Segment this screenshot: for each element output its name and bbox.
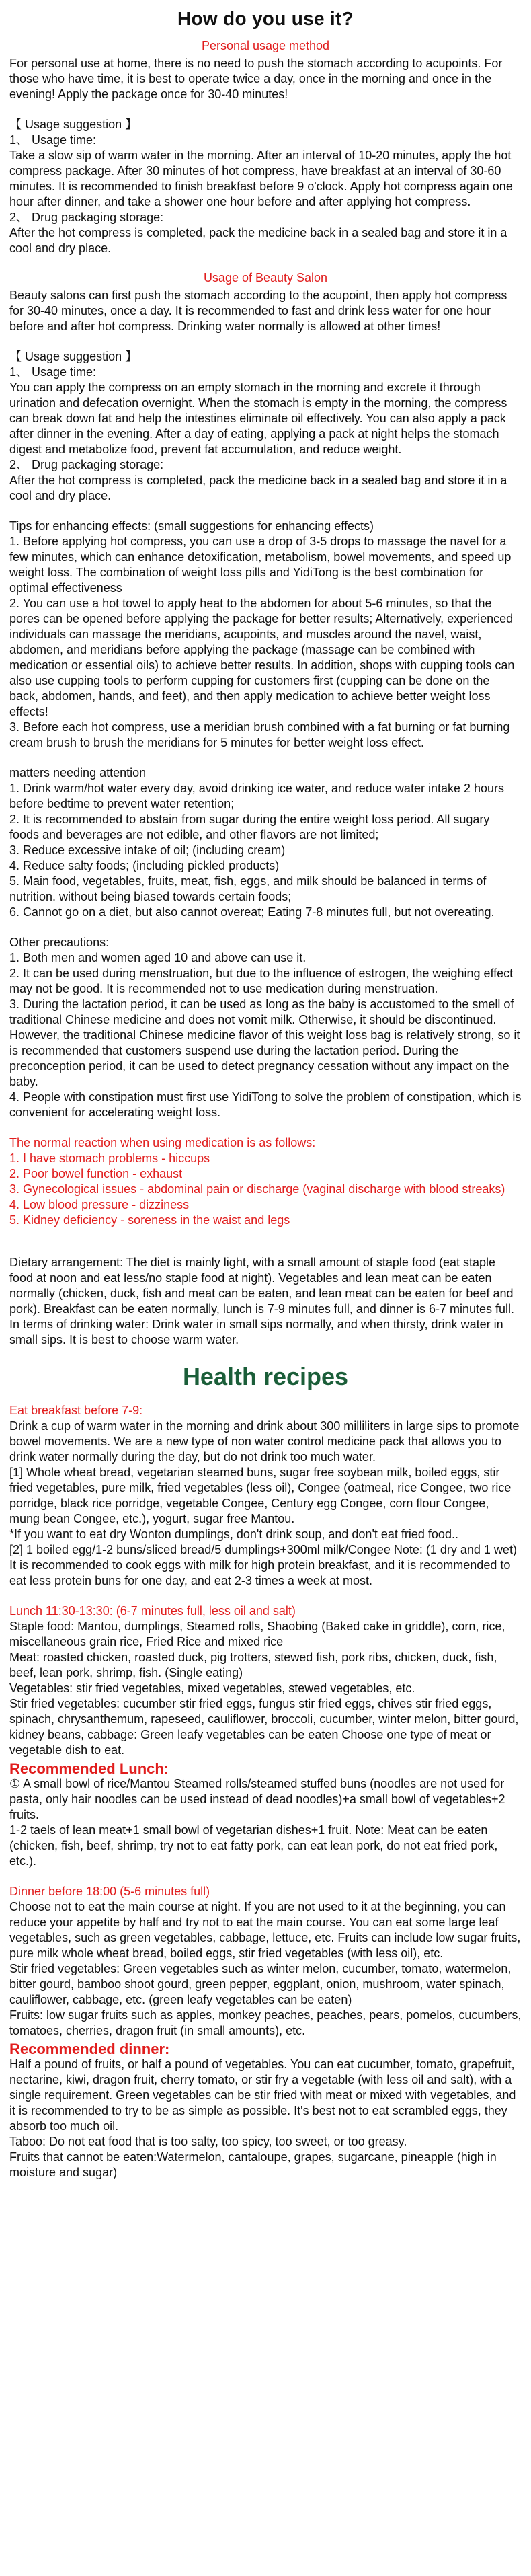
reaction-item: 5. Kidney deficiency - soreness in the waist and legs [9, 1213, 290, 1227]
reactions-heading: The normal reaction when using medication is as follows: [9, 1136, 316, 1149]
reaction-item: 4. Low blood pressure - dizziness [9, 1198, 190, 1211]
tips-section: Tips for enhancing effects: (small suggestions for enhancing effects) 1. Before applying hot compress, you can use a drop of 3-5 drops to massage the navel for a few minutes, which can enhance detoxification, metabolism, bowel movements, and speed up weight loss. The combination of weight loss pills and YidiTong is the best combination for optimal effectiveness 2. You can use a hot towel to apply heat to the abdomen for about 5-6 minutes, so that the pores can be opened before applying the package for better results; Alternatively, experienced individuals can massage the meridians, acupoints, and muscles around the navel, waist, abdomen, and meridians before applying the package (massage can be combined with medication or essential oils) to achieve better results. In addition, shops with cupping tools can also use cupping tools to perform cupping for customers first (cupping can be done on the back, abdomen, hands, and feet), and then apply medication to achieve better weight loss effects! 3. Before each hot compress, use a meridian brush combined with a fat burning or fat burning cream brush to brush the meridians for 5 minutes for better weight loss effect. [9, 519, 515, 749]
personal-usage-heading: Personal usage method [201, 39, 330, 52]
precautions-section: Other precautions: 1. Both men and women aged 10 and above can use it. 2. It can be used during menstruation, but due to the influence of estrogen, the weighing effect may not be good. It is recommended not to use medication during menstruation. 3. During the lactation period, it can be used as long as the baby is accustomed to the smell of traditional Chinese medicine and does not vomit milk. Otherwise, it should be discontinued. However, the traditional Chinese medicine flavor of this weight loss bag is relatively strong, so it is recommended that customers suspend use during the lactation period. During the preconception period, it can be used to detect pregnancy cessation without any impact on the baby. 4. People with constipation must first use YidiTong to solve the problem of constipation, which is convenient for accelerating weight loss. [9, 936, 522, 1119]
salon-usage-suggestion: 【 Usage suggestion 】 1、 Usage time: You can apply the compress on an empty stomach in the morning and excrete it through urination and defecation overnight. When the stomach is empty in the morning, the compress can break down fat and help the intestines eliminate oil effectively. You can also apply a pack after dinner in the evening. After a day of eating, applying a pack at night helps the stomach digest and metabolize food, prevent fat accumulation, and reduce weight. 2、 Drug packaging storage: After the hot compress is completed, pack the medicine back in a sealed bag and store it in a cool and dry place. [9, 350, 507, 502]
personal-usage-intro: For personal use at home, there is no need to push the stomach according to acupoints. For those who have time, it is best to operate twice a day, once in the morning and once in the evening! Apply the package once for 30-40 minutes! [9, 56, 503, 101]
page-title: How do you use it? [177, 8, 354, 29]
reactions-section [9, 1135, 522, 1228]
breakfast-section [9, 1403, 522, 1589]
recommended-lunch-body: ① A small bowl of rice/Mantou Steamed rolls/steamed stuffed buns (noodles are not used for pasta, only hair noodles can be used instead of dead noodles)+a small bowl of vegetables+2 fruits. 1-2 taels of lean meat+1 small bowl of vegetarian dishes+1 fruit. Note: Meat can be eaten (chicken, fish, beef, shrimp, try not to eat fatty pork, can eat lean pork, do not eat fried pork, etc.). [9, 1777, 505, 1868]
breakfast-heading: Eat breakfast before 7-9: [9, 1404, 143, 1417]
recommended-dinner-heading: Recommended dinner: [9, 2041, 170, 2057]
lunch-body: Staple food: Mantou, dumplings, Steamed rolls, Shaobing (Baked cake in griddle), corn, rice, miscellaneous grain rice, Fried Rice and mixed rice Meat: roasted chicken, roasted duck, pig trotters, stewed fish, pork ribs, chicken, duck, fish, beef, lean pork, shrimp, fish. (Single eating) Vegetables: stir fried vegetables, mixed vegetables, stewed vegetables, etc. Stir fried vegetables: cucumber stir fried eggs, fungus stir fried eggs, chives stir fried eggs, spinach, chrysanthemum, rapeseed, cauliflower, broccoli, cucumber, winter melon, bitter gourd, kidney beans, cabbage: Green leafy vegetables can be eaten Choose one type of meat or vegetable dish to eat. [9, 1620, 519, 1757]
breakfast-body: Drink a cup of warm water in the morning and drink about 300 milliliters in large sips to promote bowel movements. We are a new type of non water control medicine pack that allows you to drink water normally during the day, but do not drink too much water. [1] Whole wheat bread, vegetarian steamed buns, sugar free soybean milk, boiled eggs, stir fried vegetables, pure milk, fried vegetables (less oil), Congee (oatmeal, rice Congee, two rice porridge, black rice porridge, vegetable Congee, Century egg Congee, corn flour Congee, mung bean Congee, etc.), yogurt, sugar free Mantou. *If you want to eat dry Wonton dumplings, don't drink soup, and don't eat fried food.. [2] 1 boiled egg/1-2 buns/sliced bread/5 dumplings+300ml milk/Congee Note: (1 dry and 1 wet) It is recommended to cook eggs with milk for high protein breakfast, and it is recommended to eat less protein buns for one day, and eat 2-3 times a week at most. [9, 1419, 520, 1587]
recommended-lunch-heading: Recommended Lunch: [9, 1760, 169, 1777]
lunch-section [9, 1603, 522, 1869]
dinner-heading: Dinner before 18:00 (5-6 minutes full) [9, 1885, 210, 1898]
recipes-title: Health recipes [182, 1363, 349, 1390]
dinner-section [9, 1884, 522, 2181]
reaction-item: 2. Poor bowel function - exhaust [9, 1167, 183, 1180]
personal-usage-suggestion: 【 Usage suggestion 】 1、 Usage time: Take a slow sip of warm water in the morning. After an interval of 10-20 minutes, apply the hot compress package. After 30 minutes of hot compress, have breakfast at an interval of 30-60 minutes. It is recommended to finish breakfast before 9 o'clock. Apply hot compress again one hour after dinner, and take a shower one hour before and after applying hot compress. 2、 Drug packaging storage: After the hot compress is completed, pack the medicine back in a sealed bag and store it in a cool and dry place. [9, 118, 513, 255]
reaction-item: 1. I have stomach problems - hiccups [9, 1151, 210, 1165]
attention-section: matters needing attention 1. Drink warm/hot water every day, avoid drinking ice water, and reduce water intake 2 hours before bedtime to prevent water retention; 2. It is recommended to abstain from sugar during the entire weight loss period. All sugary foods and beverages are not edible, and other flavors are not limited; 3. Reduce excessive intake of oil; (including cream) 4. Reduce salty foods; (including pickled products) 5. Main food, vegetables, fruits, meat, fish, eggs, and milk should be balanced in terms of nutrition. without being biased towards certain foods; 6. Cannot go on a diet, but also cannot overeat; Eating 7-8 minutes full, but not overeating. [9, 766, 505, 919]
salon-usage-intro: Beauty salons can first push the stomach according to the acupoint, then apply hot compress for 30-40 minutes, once a day. It is recommended to fast and drink less water for one hour before and after hot compress. Drinking water normally is allowed at other times! [9, 289, 507, 333]
reaction-item: 3. Gynecological issues - abdominal pain or discharge (vaginal discharge with blood streaks) [9, 1182, 505, 1196]
diet-arrangement: Dietary arrangement: The diet is mainly light, with a small amount of staple food (eat staple food at noon and eat less/no staple food at night). Vegetables and lean meat can be eaten normally (chicken, duck, fish and meat can be eaten, and lean meat can be eaten for beef and pork). Breakfast can be eaten normally, lunch is 7-9 minutes full, and dinner is 6-7 minutes full. In terms of drinking water: Drink water in small sips normally, and when thirsty, drink water in small sips. It is best to choose warm water. [9, 1256, 515, 1347]
lunch-heading: Lunch 11:30-13:30: (6-7 minutes full, less oil and salt) [9, 1604, 296, 1618]
dinner-body: Choose not to eat the main course at night. If you are not used to it at the beginning, you can reduce your appetite by half and try not to eat the main course. You can eat some large leaf vegetables, such as green vegetables, cabbage, lettuce, etc. Fruits can include low sugar fruits, pure milk whole wheat bread, boiled eggs, stir fried vegetables (with less oil), etc. Stir fried vegetables: Green vegetables such as winter melon, cucumber, tomato, watermelon, bitter gourd, bamboo shoot gourd, green pepper, eggplant, onion, mushroom, water spinach, cauliflower, cabbage, etc. (green leafy vegetables can be eaten) Fruits: low sugar fruits such as apples, monkey peaches, peaches, pears, pomelos, cucumbers, tomatoes, cherries, dragon fruit (in small amounts), etc. [9, 1900, 522, 2037]
recommended-dinner-body: Half a pound of fruits, or half a pound of vegetables. You can eat cucumber, tomato, grapefruit, nectarine, kiwi, dragon fruit, cherry tomato, or stir fry a vegetable (with less oil and salt), with a single requirement. Green vegetables can be stir fried with meat or mixed with vegetables, and it is recommended to try to be as simple as possible. It's best not to eat scrambled eggs, they absorb too much oil. Taboo: Do not eat food that is too salty, too spicy, too sweet, or too greasy. Fruits that cannot be eaten:Watermelon, cantaloupe, grapes, sugarcane, pineapple (high in moisture and sugar) [9, 2057, 516, 2179]
salon-usage-heading: Usage of Beauty Salon [203, 271, 328, 285]
